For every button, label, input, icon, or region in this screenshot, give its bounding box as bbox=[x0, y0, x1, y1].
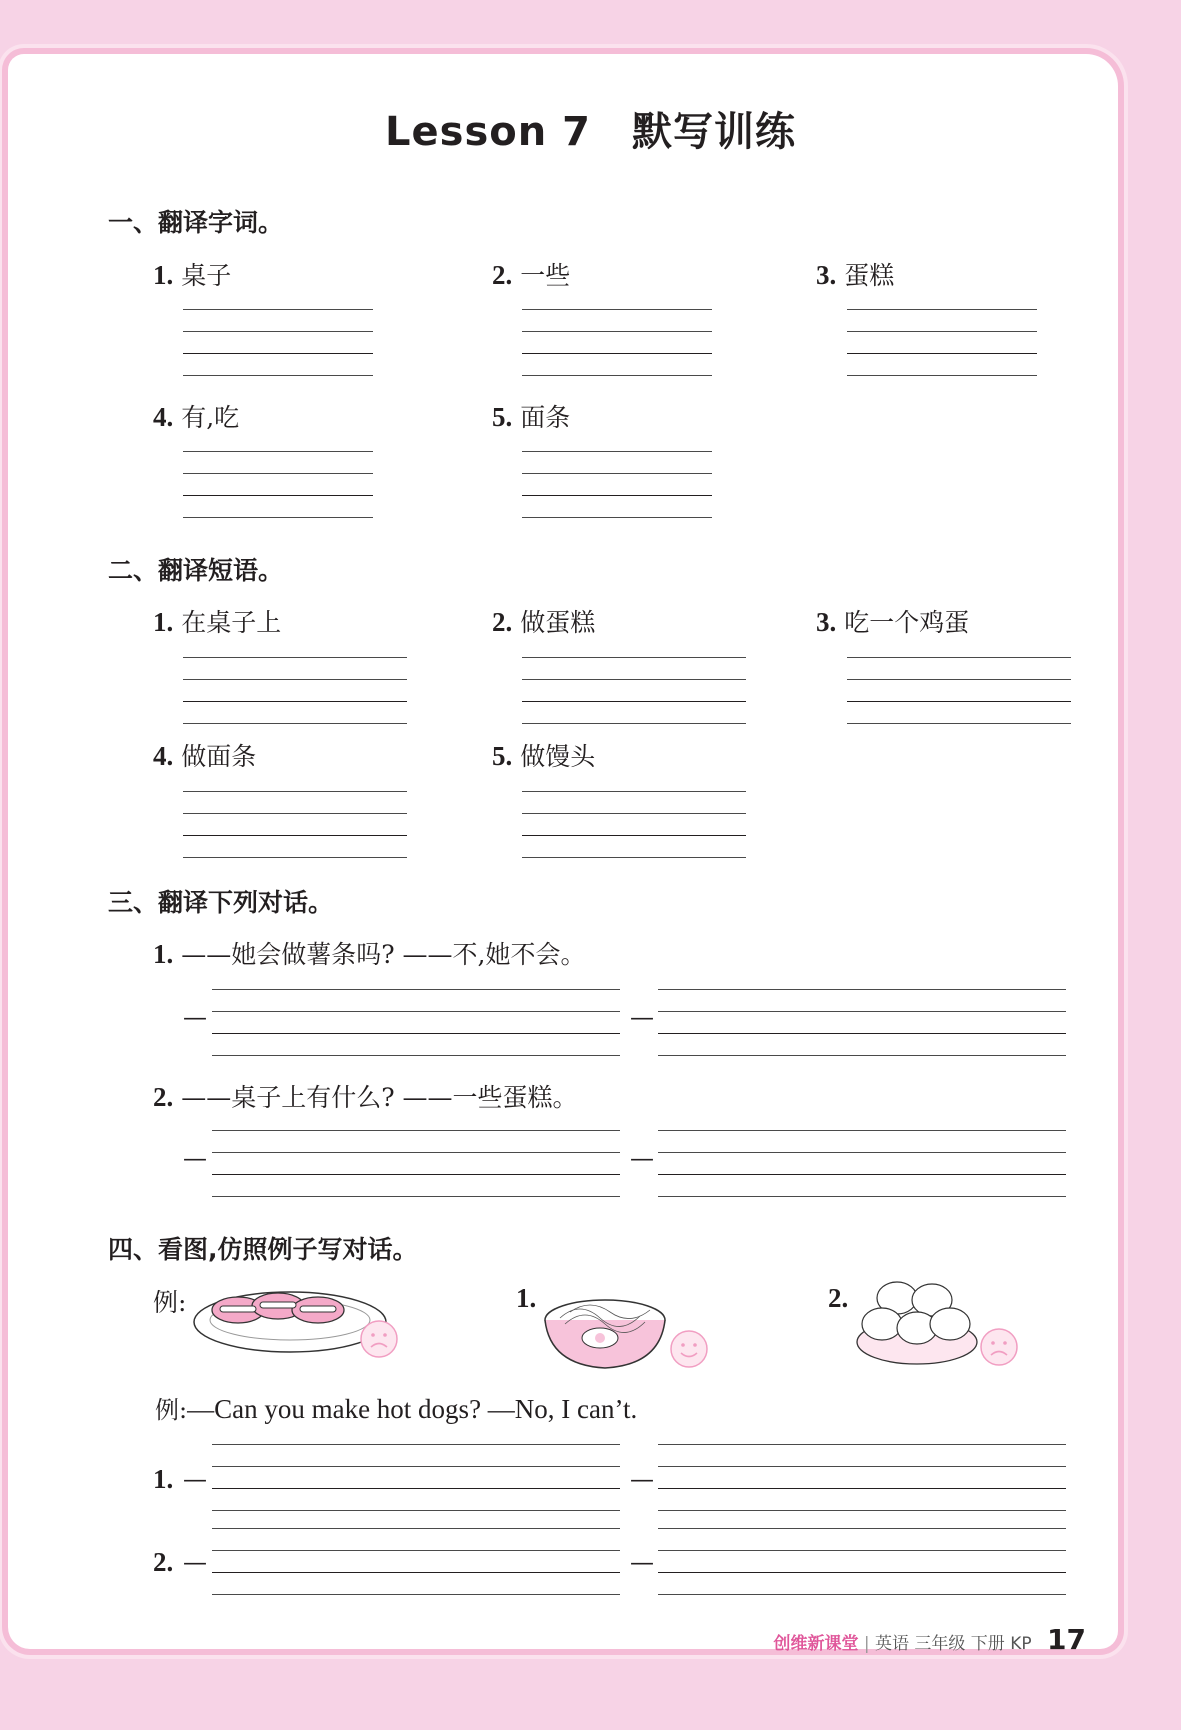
s4-dash-a-1: — bbox=[183, 1465, 207, 1493]
happy-face-icon bbox=[668, 1328, 710, 1370]
s4-dash-b-2: — bbox=[630, 1548, 654, 1576]
s2-item-5: 5. 做馒头 bbox=[492, 741, 596, 771]
picture-label-1: 1. bbox=[516, 1283, 537, 1313]
sad-face-icon bbox=[358, 1318, 400, 1360]
page-footer: 创维新课堂 | 英语 三年级 下册 KP 17 bbox=[773, 1623, 1086, 1656]
sad-face-icon bbox=[978, 1326, 1020, 1368]
s1-item-2: 2. 一些 bbox=[492, 260, 571, 290]
s1-item-1: 1. 桌子 bbox=[153, 260, 232, 290]
s3-dash-a-2: — bbox=[183, 1144, 207, 1172]
s1-item-4: 4. 有,吃 bbox=[153, 402, 240, 432]
example-sentence: 例:—Can you make hot dogs? —No, I can’t. bbox=[155, 1394, 638, 1424]
s2-item-2: 2. 做蛋糕 bbox=[492, 607, 596, 637]
s3-item-2: 2. ——桌子上有什么? ——一些蛋糕。 bbox=[153, 1082, 578, 1112]
s4-item-1: 1. bbox=[153, 1464, 174, 1494]
s2-item-1: 1. 在桌子上 bbox=[153, 607, 282, 637]
s2-item-3: 3. 吃一个鸡蛋 bbox=[816, 607, 970, 637]
section-1-heading: 一、翻译字词。 bbox=[108, 208, 284, 237]
section-2-heading: 二、翻译短语。 bbox=[108, 556, 284, 585]
footer-brand: 创维新课堂 bbox=[773, 1634, 859, 1654]
noodles-picture bbox=[540, 1280, 670, 1370]
s4-item-2: 2. bbox=[153, 1547, 174, 1577]
s3-dash-b-1: — bbox=[630, 1003, 654, 1031]
s4-dash-a-2: — bbox=[183, 1548, 207, 1576]
s3-dash-a-1: — bbox=[183, 1003, 207, 1031]
s4-dash-b-1: — bbox=[630, 1465, 654, 1493]
s2-item-4: 4. 做面条 bbox=[153, 741, 257, 771]
page-title: Lesson 7 默写训练 bbox=[385, 109, 796, 155]
s1-item-5: 5. 面条 bbox=[492, 402, 571, 432]
section-3-heading: 三、翻译下列对话。 bbox=[108, 888, 334, 917]
footer-info: 英语 三年级 下册 KP bbox=[875, 1634, 1032, 1654]
s3-dash-b-2: — bbox=[630, 1144, 654, 1172]
page-number: 17 bbox=[1047, 1623, 1086, 1656]
section-4-heading: 四、看图,仿照例子写对话。 bbox=[108, 1235, 418, 1264]
picture-label-2: 2. bbox=[828, 1283, 849, 1313]
s3-item-1: 1. ——她会做薯条吗? ——不,她不会。 bbox=[153, 939, 586, 969]
steamed-buns-picture bbox=[852, 1280, 982, 1370]
picture-label-example: 例: bbox=[153, 1288, 187, 1317]
s1-item-3: 3. 蛋糕 bbox=[816, 260, 895, 290]
